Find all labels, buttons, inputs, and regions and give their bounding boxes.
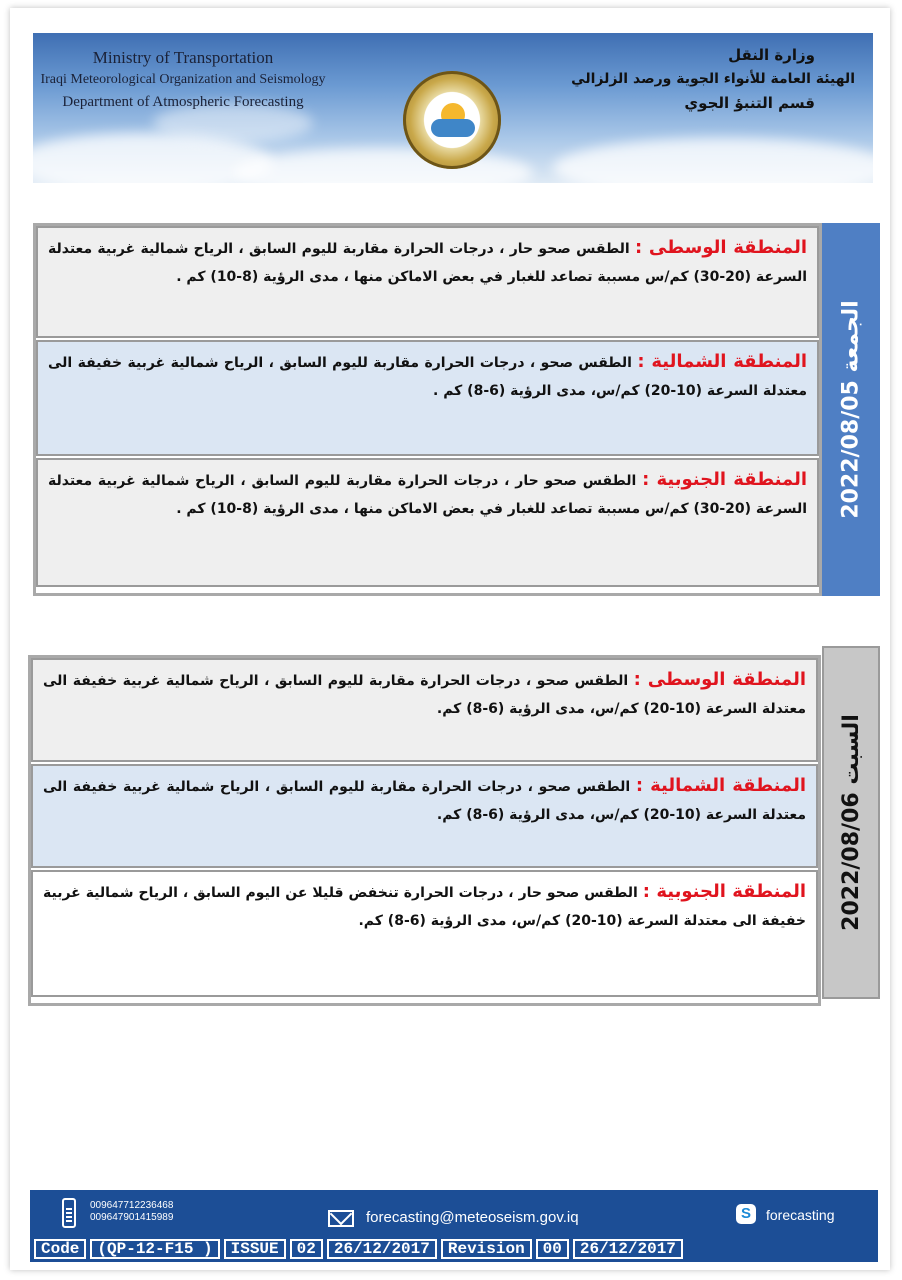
forecast-entry-south [31,870,818,997]
forecast-day1 [33,223,822,596]
code-value: (QP-12-F15 ) [90,1239,219,1259]
issue-number: 02 [290,1239,323,1259]
email-address: forecasting@meteoseism.gov.iq [366,1209,579,1226]
skype-handle: forecasting [766,1207,835,1223]
phone-icon [62,1198,76,1228]
forecast-text: الطقس صحو حار ، درجات الحرارة مقاربة لليوم السابق ، الرياح شمالية غربية معتدلة السرعة (20-30) كم/س مسببة تصاعد للغبار في بعض الاماكن منها ، مدى الرؤية (8-10) كم . [48,241,807,285]
forecast-text: الطقس صحو حار ، درجات الحرارة مقاربة لليوم السابق ، الرياح شمالية غربية معتدلة السرعة (20-30) كم/س مسببة تصاعد للغبار في بعض الاماكن منها ، مدى الرؤية (8-10) كم . [48,473,807,517]
document-page [10,8,890,1270]
document-control-bar [30,1236,878,1262]
department-name-en: Department of Atmospheric Forecasting [62,94,304,110]
forecast-entry-central [36,226,819,338]
arabic-header [525,43,855,115]
ministry-name-ar: وزارة النقل [728,46,815,64]
revision-label: Revision [441,1239,532,1259]
forecast-text: الطقس صحو ، درجات الحرارة مقاربة لليوم السابق ، الرياح شمالية غربية خفيفة الى معتدلة السرعة (10-20) كم/س، مدى الرؤية (6-8) كم. [43,673,806,717]
revision-number: 00 [536,1239,569,1259]
revision-date: 26/12/2017 [573,1239,683,1259]
issue-label: ISSUE [224,1239,286,1259]
date-label-day2: السبت 2022/08/06 [822,646,880,999]
mail-icon [328,1210,354,1227]
region-label: المنطقة الجنوبية : [642,469,807,490]
forecast-text: الطقس صحو ، درجات الحرارة مقاربة لليوم السابق ، الرياح شمالية غربية خفيفة الى معتدلة السرعة (10-20) كم/س، مدى الرؤية (6-8) كم . [48,355,807,399]
organization-name-en: Iraqi Meteorological Organization and Seismology [40,72,326,87]
ministry-name-en: Ministry of Transportation [92,48,274,67]
organization-name-ar: الهيئة العامة للأنواء الجوية ورصد الزلزالي [571,71,855,87]
region-label: المنطقة الشمالية : [637,351,807,372]
forecast-day2 [28,655,821,1006]
forecast-entry-north [31,764,818,868]
header-banner [33,33,873,183]
department-name-ar: قسم التنبؤ الجوي [684,94,815,112]
phone-number: 009647901415989 [90,1212,174,1223]
forecast-text: الطقس صحو حار ، درجات الحرارة تنخفض قليلا عن اليوم السابق ، الرياح شمالية غربية خفيفة الى معتدلة السرعة (10-20) كم/س، مدى الرؤية (6-8) كم. [43,885,806,929]
forecast-entry-north [36,340,819,456]
english-header [33,47,333,113]
forecast-entry-south [36,458,819,587]
region-label: المنطقة الجنوبية : [642,881,806,902]
forecast-entry-central [31,658,818,762]
date-label-day1: الجمعة 2022/08/05 [822,223,880,596]
phone-number: 009647712236468 [90,1200,174,1211]
region-label: المنطقة الشمالية : [635,775,806,796]
issue-date: 26/12/2017 [327,1239,437,1259]
region-label: المنطقة الوسطى : [635,237,808,258]
organization-seal-icon [403,71,501,169]
forecast-text: الطقس صحو ، درجات الحرارة مقاربة لليوم السابق ، الرياح شمالية غربية خفيفة الى معتدلة السرعة (10-20) كم/س، مدى الرؤية (6-8) كم. [43,779,806,823]
contact-footer [30,1190,878,1236]
region-label: المنطقة الوسطى : [633,669,807,690]
code-label: Code [34,1239,86,1259]
skype-icon: S [736,1204,756,1224]
phone-numbers [90,1200,173,1224]
